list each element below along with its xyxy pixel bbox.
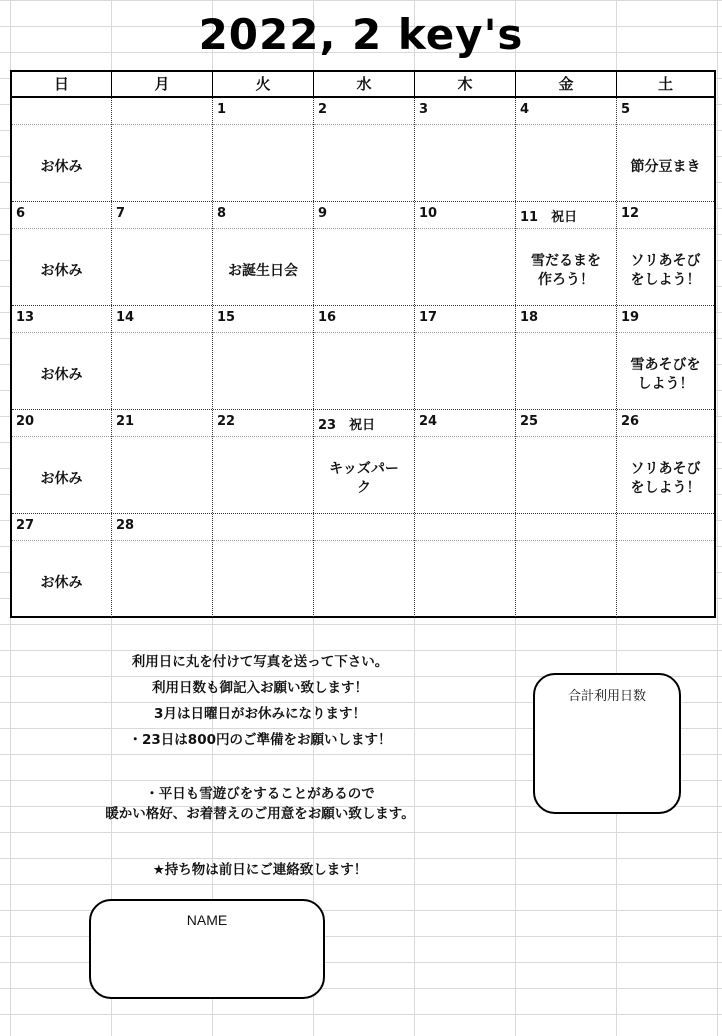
day-event: 雪あそびを しよう！ — [630, 357, 701, 392]
day-number: 11 祝日 — [520, 210, 578, 225]
day-number: 24 — [419, 414, 438, 429]
calendar-week-row — [12, 98, 714, 202]
cell-divider — [617, 540, 714, 541]
cell-divider — [12, 228, 111, 229]
cell-divider — [516, 228, 616, 229]
calendar-day-cell[interactable] — [314, 306, 415, 409]
weekday-header-cell: 水 — [314, 72, 415, 96]
calendar-day-cell[interactable] — [415, 410, 516, 513]
calendar-day-cell[interactable] — [314, 514, 415, 617]
calendar-grid — [10, 70, 716, 618]
day-event: お休み — [40, 470, 83, 487]
day-number: 20 — [16, 414, 35, 429]
cell-divider — [617, 332, 714, 333]
cell-divider — [213, 124, 313, 125]
calendar-day-cell[interactable] — [516, 514, 617, 617]
calendar-day-cell[interactable] — [213, 514, 314, 617]
day-event — [114, 244, 210, 298]
weekday-header-cell: 木 — [415, 72, 516, 96]
cell-divider — [314, 436, 414, 437]
day-number: 21 — [116, 414, 135, 429]
cell-divider — [213, 436, 313, 437]
cell-divider — [415, 124, 515, 125]
day-event — [316, 556, 412, 610]
cell-divider — [617, 436, 714, 437]
cell-divider — [112, 228, 212, 229]
calendar-day-cell[interactable] — [415, 306, 516, 409]
day-number: 8 — [217, 206, 227, 221]
cell-divider — [516, 540, 616, 541]
cell-divider — [516, 332, 616, 333]
calendar-day-cell[interactable] — [112, 306, 213, 409]
note-line-2: 利用日数も御記入お願い致します！ — [152, 680, 368, 696]
day-event — [215, 140, 311, 194]
day-event: ソリあそび をしよう！ — [630, 253, 701, 288]
calendar-day-cell[interactable] — [516, 98, 617, 201]
cell-divider — [12, 436, 111, 437]
day-event — [417, 348, 513, 402]
cell-divider — [415, 540, 515, 541]
day-number: 15 — [217, 310, 236, 325]
day-number: 2 — [318, 102, 328, 117]
cell-divider — [516, 436, 616, 437]
note-line-6: 暖かい格好、お着替えのご用意をお願い致します。 — [105, 806, 415, 822]
calendar-day-cell[interactable] — [213, 98, 314, 201]
cell-divider — [415, 332, 515, 333]
calendar-day-cell[interactable] — [314, 98, 415, 201]
cell-divider — [314, 228, 414, 229]
day-event — [215, 452, 311, 506]
day-event — [417, 140, 513, 194]
calendar-week-row — [12, 410, 714, 514]
calendar-day-cell[interactable] — [112, 410, 213, 513]
calendar-day-cell[interactable] — [314, 202, 415, 305]
calendar-day-cell[interactable] — [617, 98, 714, 201]
day-number: 17 — [419, 310, 438, 325]
calendar-day-cell[interactable] — [617, 306, 714, 409]
day-number: 12 — [621, 206, 640, 221]
day-event — [316, 348, 412, 402]
calendar-day-cell[interactable] — [415, 98, 516, 201]
day-number: 14 — [116, 310, 135, 325]
cell-divider — [12, 124, 111, 125]
cell-divider — [12, 332, 111, 333]
cell-divider — [213, 228, 313, 229]
calendar-day-cell[interactable] — [415, 202, 516, 305]
day-number: 22 — [217, 414, 236, 429]
day-event: 雪だるまを 作ろう！ — [531, 253, 601, 288]
day-event: お休み — [40, 158, 83, 175]
weekday-header-cell: 月 — [112, 72, 213, 96]
calendar-day-cell[interactable] — [213, 410, 314, 513]
calendar-week-row — [12, 306, 714, 410]
note-line-4: ・23日は800円のご準備をお願いします！ — [128, 732, 392, 748]
calendar-day-cell[interactable] — [112, 514, 213, 617]
day-number: 9 — [318, 206, 328, 221]
cell-divider — [617, 124, 714, 125]
day-event — [114, 556, 210, 610]
calendar-day-cell[interactable] — [617, 514, 714, 617]
day-number: 27 — [16, 518, 35, 533]
cell-divider — [415, 228, 515, 229]
day-number: 10 — [419, 206, 438, 221]
cell-divider — [415, 436, 515, 437]
page-title: 2022, 2 key's — [198, 10, 524, 59]
day-event — [215, 556, 311, 610]
name-box[interactable] — [89, 899, 325, 999]
day-event — [114, 140, 210, 194]
calendar-day-cell[interactable] — [12, 98, 112, 201]
name-label: NAME — [186, 912, 228, 928]
cell-divider — [314, 540, 414, 541]
day-number: 5 — [621, 102, 631, 117]
cell-divider — [213, 332, 313, 333]
calendar-day-cell[interactable] — [112, 98, 213, 201]
note-line-3: 3月は日曜日がお休みになります！ — [154, 706, 366, 722]
calendar-week-row — [12, 202, 714, 306]
weekday-header-cell: 土 — [657, 75, 673, 93]
day-event — [114, 452, 210, 506]
day-event: キッズパー ク — [329, 461, 399, 496]
day-number: 7 — [116, 206, 126, 221]
day-number: 3 — [419, 102, 429, 117]
day-event — [417, 452, 513, 506]
day-event: お誕生日会 — [228, 262, 298, 279]
day-event — [417, 556, 513, 610]
day-event: お休み — [40, 262, 83, 279]
cell-divider — [213, 540, 313, 541]
calendar-day-cell[interactable] — [415, 514, 516, 617]
total-days-label: 合計利用日数 — [567, 689, 646, 704]
cell-divider — [12, 540, 111, 541]
day-event: お休み — [40, 366, 83, 383]
day-number: 16 — [318, 310, 337, 325]
cell-divider — [112, 332, 212, 333]
weekday-header-cell: 火 — [213, 72, 314, 96]
day-event: 節分豆まき — [630, 158, 701, 175]
day-number: 4 — [520, 102, 530, 117]
cell-divider — [516, 124, 616, 125]
calendar-day-cell[interactable] — [314, 410, 415, 513]
cell-divider — [314, 332, 414, 333]
calendar-day-cell[interactable] — [112, 202, 213, 305]
day-number: 28 — [116, 518, 135, 533]
day-event — [215, 348, 311, 402]
day-event — [518, 452, 614, 506]
calendar-day-cell[interactable] — [12, 306, 112, 409]
calendar-day-cell[interactable] — [12, 202, 112, 305]
cell-divider — [617, 228, 714, 229]
day-event — [518, 348, 614, 402]
weekday-header-cell: 金 — [516, 72, 617, 96]
day-event — [316, 244, 412, 298]
day-event — [114, 348, 210, 402]
calendar-day-cell[interactable] — [617, 202, 714, 305]
day-event: お休み — [40, 574, 83, 591]
weekday-header-cell: 日 — [12, 72, 112, 96]
cell-divider — [314, 124, 414, 125]
day-number: 1 — [217, 102, 227, 117]
calendar-week-row — [12, 514, 714, 618]
cell-divider — [112, 124, 212, 125]
total-days-box[interactable] — [533, 673, 681, 814]
day-event — [619, 556, 712, 610]
day-number: 13 — [16, 310, 35, 325]
day-number: 6 — [16, 206, 26, 221]
calendar-day-cell[interactable] — [213, 306, 314, 409]
calendar-day-cell[interactable] — [12, 514, 112, 617]
calendar-day-cell[interactable] — [12, 410, 112, 513]
day-event — [316, 140, 412, 194]
calendar-day-cell[interactable] — [617, 410, 714, 513]
day-event — [518, 140, 614, 194]
day-number: 19 — [621, 310, 640, 325]
weekday-header-row — [12, 72, 714, 98]
calendar-day-cell[interactable] — [516, 306, 617, 409]
day-number: 18 — [520, 310, 539, 325]
day-event — [417, 244, 513, 298]
note-line-5: ・平日も雪遊びをすることがあるので — [145, 786, 375, 802]
day-number: 26 — [621, 414, 640, 429]
calendar-day-cell[interactable] — [516, 202, 617, 305]
day-number: 23 祝日 — [318, 418, 376, 433]
day-event: ソリあそび をしよう！ — [630, 461, 701, 496]
calendar-day-cell[interactable] — [213, 202, 314, 305]
note-line-1: 利用日に丸を付けて写真を送って下さい。 — [131, 654, 389, 670]
note-line-7: ★持ち物は前日にご連絡致します！ — [152, 862, 368, 878]
day-event — [518, 556, 614, 610]
cell-divider — [112, 540, 212, 541]
cell-divider — [112, 436, 212, 437]
calendar-day-cell[interactable] — [516, 410, 617, 513]
day-number: 25 — [520, 414, 539, 429]
